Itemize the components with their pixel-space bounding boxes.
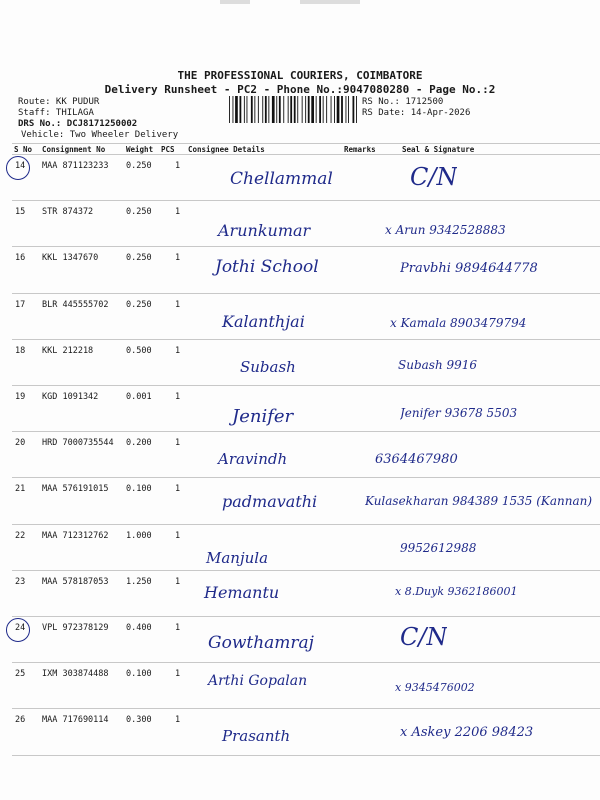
consignment-number: KKL 1347670 <box>42 253 99 264</box>
barcode-bar <box>353 96 355 123</box>
handwritten-signature: C/N <box>410 163 458 191</box>
consignment-number: MAA 578187053 <box>42 576 109 587</box>
pcs-count: 1 <box>175 345 181 356</box>
consignment-number: MAA 717690114 <box>42 715 109 726</box>
circled-serial-mark <box>6 156 30 180</box>
serial-number: 26 <box>15 715 26 726</box>
barcode-bar <box>283 96 284 123</box>
handwritten-signature: Kulasekharan 984389 1535 (Kannan) <box>365 494 593 509</box>
serial-number: 25 <box>15 669 26 680</box>
handwritten-consignee: Aravindh <box>218 450 288 469</box>
barcode-bar <box>305 96 306 123</box>
barcode <box>229 96 359 123</box>
col-pcs-header: PCS <box>161 145 175 154</box>
barcode-bar <box>294 96 296 123</box>
handwritten-signature: x Askey 2206 98423 <box>400 725 534 741</box>
serial-number: 15 <box>15 207 26 218</box>
weight-value: 0.250 <box>126 207 152 218</box>
col-weight-header: Weight <box>126 145 154 154</box>
barcode-bar <box>251 96 253 123</box>
circled-serial-mark <box>6 618 30 642</box>
weight-value: 0.100 <box>126 484 152 495</box>
barcode-bar <box>288 96 289 123</box>
handwritten-signature: x 9345476002 <box>395 681 475 695</box>
handwritten-consignee: Chellammal <box>230 169 333 189</box>
handwritten-consignee: Jenifer <box>232 406 294 427</box>
consignment-number: KKL 212218 <box>42 345 94 356</box>
serial-number: 17 <box>15 299 26 310</box>
handwritten-consignee: Subash <box>240 357 296 376</box>
col-remarks-header: Remarks <box>344 145 376 154</box>
barcode-bar <box>341 96 343 123</box>
barcode-bar <box>235 96 238 123</box>
weight-value: 0.400 <box>126 623 152 633</box>
handwritten-consignee: Hemantu <box>204 582 280 602</box>
drs-label: DRS No.: <box>18 119 62 129</box>
company-title: THE PROFESSIONAL COURIERS, COIMBATORE <box>177 69 423 82</box>
barcode-bar <box>244 96 245 123</box>
barcode-bar <box>276 96 277 123</box>
barcode-bar <box>268 96 269 123</box>
runsheet-title: Delivery Runsheet - PC2 - Phone No.:9047080280 - Page No.:2 <box>104 83 496 96</box>
barcode-bar <box>346 96 347 123</box>
route-label: Route: KK PUDUR <box>18 97 100 107</box>
barcode-bar <box>326 96 327 123</box>
drs-value: DCJ8171250002 <box>66 119 138 129</box>
table-row <box>12 525 600 571</box>
col-sno-header: S No <box>14 145 33 154</box>
barcode-bar <box>356 96 357 123</box>
barcode-bar <box>331 96 332 123</box>
serial-number: 23 <box>15 576 26 587</box>
barcode-bar <box>247 96 248 123</box>
barcode-bar <box>240 96 242 123</box>
weight-value: 1.000 <box>126 530 152 541</box>
weight-value: 0.001 <box>126 392 152 402</box>
handwritten-consignee: Arthi Gopalan <box>208 673 308 690</box>
pcs-count: 1 <box>175 392 181 402</box>
handwritten-consignee: Gowthamraj <box>208 633 314 653</box>
serial-number: 22 <box>15 530 26 541</box>
col-consignee-header: Consignee Details <box>188 145 265 154</box>
pcs-count: 1 <box>175 299 181 310</box>
barcode-bar <box>297 96 298 123</box>
table-row <box>12 340 600 386</box>
pcs-count: 1 <box>175 161 181 171</box>
handwritten-signature: Pravbhi 9894644778 <box>400 261 538 277</box>
barcode-bar <box>265 96 267 123</box>
consignment-number: MAA 576191015 <box>42 484 109 495</box>
handwritten-consignee: Kalanthjai <box>222 311 305 331</box>
barcode-bar <box>319 96 321 123</box>
handwritten-consignee: Manjula <box>206 548 269 567</box>
consignment-number: STR 874372 <box>42 207 94 218</box>
weight-value: 0.250 <box>126 253 152 264</box>
vehicle-label: Vehicle: Two Wheeler Delivery <box>21 130 179 140</box>
col-consignment-header: Consignment No <box>42 145 106 154</box>
barcode-bar <box>290 96 292 123</box>
serial-number: 21 <box>15 484 26 495</box>
pcs-count: 1 <box>175 623 181 633</box>
weight-value: 0.300 <box>126 715 152 726</box>
handwritten-signature: C/N <box>400 623 448 651</box>
handwritten-signature: Jenifer 93678 5503 <box>400 406 518 420</box>
barcode-bar <box>254 96 255 123</box>
barcode-bar <box>229 96 230 123</box>
weight-value: 0.500 <box>126 345 152 356</box>
handwritten-signature: Subash 9916 <box>398 357 478 372</box>
serial-number: 14 <box>15 161 26 171</box>
consignment-number: HRD 7000735544 <box>42 438 114 449</box>
weight-value: 0.250 <box>126 299 152 310</box>
handwritten-consignee: Arunkumar <box>218 221 311 241</box>
barcode-bar <box>323 96 324 123</box>
handwritten-signature: x Kamala 8903479794 <box>390 315 527 330</box>
weight-value: 0.250 <box>126 161 152 171</box>
row-divider <box>12 755 600 756</box>
barcode-bar <box>311 96 314 123</box>
header-rule <box>12 143 600 144</box>
consignment-number: VPL 972378129 <box>42 623 109 633</box>
handwritten-signature: 9952612988 <box>400 540 477 555</box>
pcs-count: 1 <box>175 669 181 680</box>
barcode-bar <box>279 96 281 123</box>
scan-mark <box>220 0 250 4</box>
consignment-number: MAA 712312762 <box>42 530 109 541</box>
handwritten-consignee: Prasanth <box>222 727 291 746</box>
pcs-count: 1 <box>175 715 181 726</box>
pcs-count: 1 <box>175 576 181 587</box>
consignment-number: IXM 303874488 <box>42 669 109 680</box>
pcs-count: 1 <box>175 207 181 218</box>
pcs-count: 1 <box>175 438 181 449</box>
handwritten-signature: x Arun 9342528883 <box>385 223 506 238</box>
pcs-count: 1 <box>175 253 181 264</box>
serial-number: 16 <box>15 253 26 264</box>
barcode-bar <box>272 96 275 123</box>
serial-number: 19 <box>15 392 26 402</box>
rs-date: RS Date: 14-Apr-2026 <box>362 108 471 118</box>
handwritten-signature: 6364467980 <box>375 452 458 468</box>
barcode-bar <box>348 96 349 123</box>
weight-value: 0.100 <box>126 669 152 680</box>
col-seal-header: Seal & Signature <box>402 145 475 154</box>
barcode-bar <box>316 96 317 123</box>
consignment-number: BLR 445555702 <box>42 299 109 310</box>
rs-number: RS No.: 1712500 <box>362 97 444 107</box>
handwritten-signature: x 8.Duyk 9362186001 <box>395 584 518 598</box>
pcs-count: 1 <box>175 530 181 541</box>
scan-mark <box>300 0 360 4</box>
serial-number: 24 <box>15 623 26 633</box>
weight-value: 1.250 <box>126 576 152 587</box>
handwritten-consignee: Jothi School <box>215 257 319 278</box>
table-row <box>12 432 600 478</box>
handwritten-consignee: padmavathi <box>222 492 318 512</box>
consignment-number: MAA 871123233 <box>42 161 109 171</box>
barcode-bar <box>334 96 335 123</box>
weight-value: 0.200 <box>126 438 152 449</box>
barcode-bar <box>262 96 263 123</box>
pcs-count: 1 <box>175 484 181 495</box>
consignment-number: KGD 1091342 <box>42 392 99 402</box>
drs-number <box>18 119 137 130</box>
serial-number: 20 <box>15 438 26 449</box>
serial-number: 18 <box>15 345 26 356</box>
barcode-bar <box>302 96 303 123</box>
barcode-bar <box>258 96 259 123</box>
barcode-bar <box>233 96 234 123</box>
barcode-bar <box>308 96 310 123</box>
barcode-bar <box>337 96 340 123</box>
staff-label: Staff: THILAGA <box>18 108 94 118</box>
